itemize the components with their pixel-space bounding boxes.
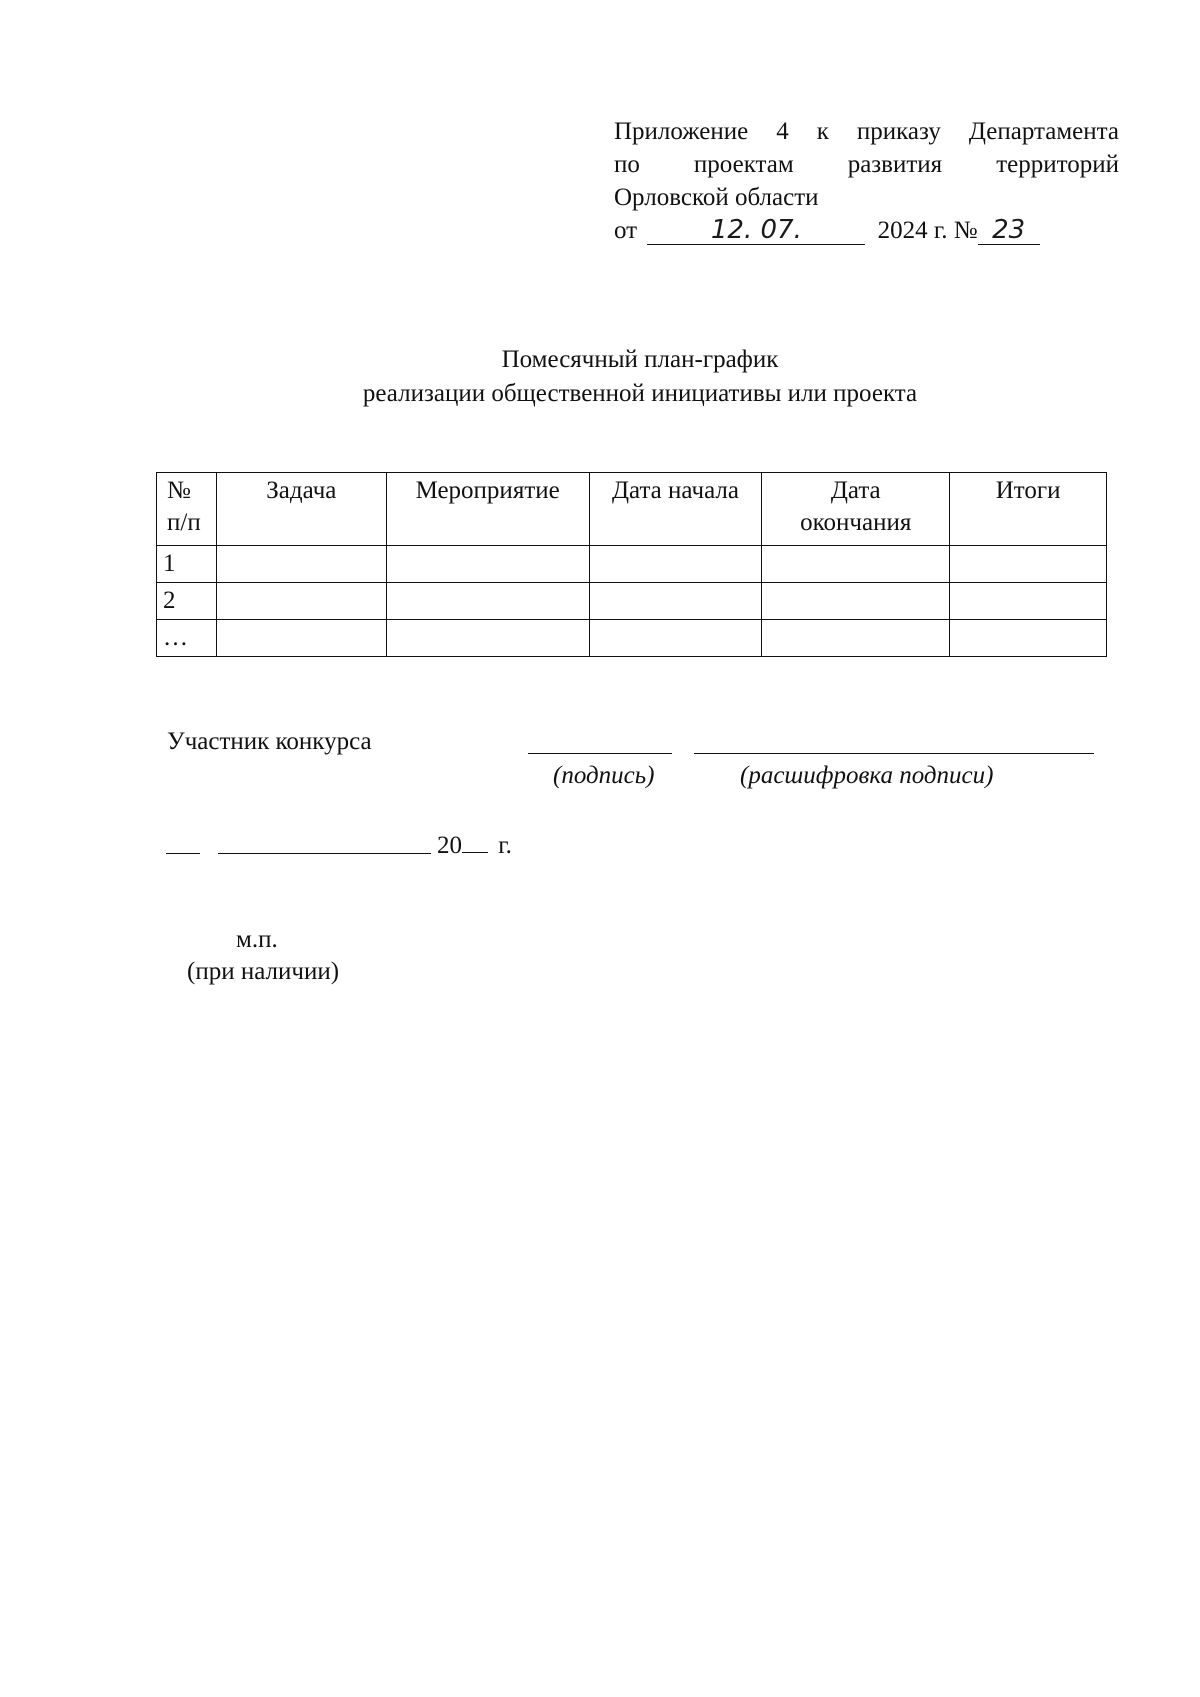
plan-table [156,472,1107,657]
table-cell [950,546,1107,583]
header-line-2 [614,149,1119,181]
table-cell [950,620,1107,657]
participant-label: Участник конкурса [167,728,372,755]
header-word: развития [847,151,943,178]
table-cell [589,620,762,657]
header-text: п/п [167,509,201,536]
table-cell [216,620,386,657]
header-word: по [614,151,640,178]
header-word: Приложение [614,118,749,145]
number-field [978,215,1040,245]
decode-signature-line [694,753,1094,754]
table-cell [216,583,386,620]
table-row [157,620,1107,657]
table-cell [216,546,386,583]
year-suffix: г. [498,832,512,859]
row-number: 2 [157,583,217,620]
header-word: проектам [693,151,794,178]
header-word: территорий [996,151,1119,178]
table-cell [386,583,589,620]
header-line-4 [614,215,1119,247]
column-header-start-date: Дата начала [589,473,762,546]
table-cell [950,583,1107,620]
table-cell [762,583,950,620]
day-line [166,853,200,854]
date-field [647,215,865,245]
header-line-3: Орловской области [614,184,819,211]
year-prefix: 20 [437,832,462,859]
header-text: Дата [830,477,881,504]
table-cell [762,620,950,657]
handwritten-number: 23 [992,215,1026,245]
stamp-label: м.п. [236,926,278,953]
table-cell [386,620,589,657]
row-number: … [157,620,217,657]
handwritten-date: 12. 07. [710,215,802,245]
column-header-end-date [762,473,950,546]
header-word: 4 [776,118,789,145]
header-line-1 [614,116,1119,148]
signature-line [528,753,672,754]
document-title-line-2: реализации общественной инициативы или проекта [362,380,918,407]
column-header-number [157,473,217,546]
column-header-event: Мероприятие [386,473,589,546]
document-title-line-1: Помесячный план-график [501,346,779,373]
decode-signature-caption: (расшифровка подписи) [740,762,994,789]
table-header-row [157,473,1107,546]
column-header-results: Итоги [950,473,1107,546]
header-word: приказу [856,118,941,145]
row-number: 1 [157,546,217,583]
header-from-label: от [614,217,638,244]
table-row [157,583,1107,620]
signature-caption: (подпись) [553,762,655,789]
column-header-task: Задача [216,473,386,546]
header-text: окончания [800,509,912,536]
stamp-note: (при наличии) [187,958,340,985]
table-cell [589,546,762,583]
header-text: № [167,477,191,504]
header-word: к [816,118,829,145]
table-cell [762,546,950,583]
table-cell [386,546,589,583]
table-cell [589,583,762,620]
table-row [157,546,1107,583]
year-line [462,828,488,853]
header-year-number-label: 2024 г. № [877,217,978,244]
month-line [218,853,431,854]
header-word: Департамента [968,118,1119,145]
date-year [437,828,512,860]
